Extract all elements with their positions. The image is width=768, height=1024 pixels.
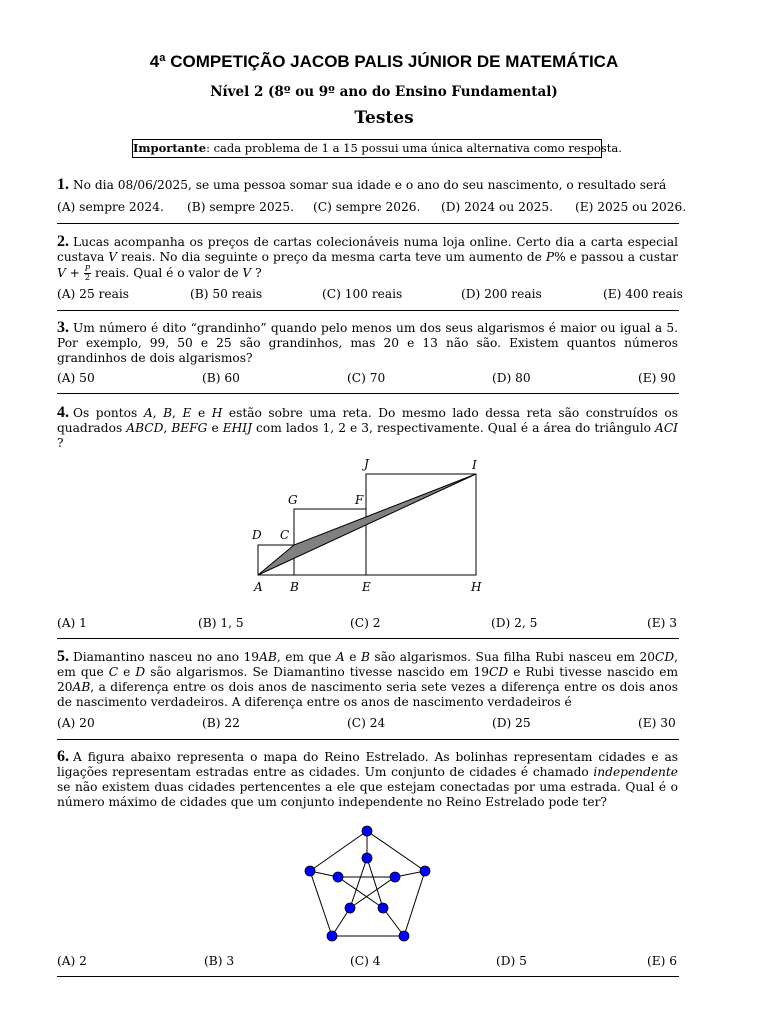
level-subtitle: Nível 2 (8º ou 9º ano do Ensino Fundamental)	[210, 84, 558, 100]
question-text: % e passou a custar	[554, 250, 678, 264]
option-d: (D) 2024 ou 2025.	[441, 200, 553, 214]
question-text: estão sobre uma reta. Do mesmo lado dessa reta são construídos os quadrados	[57, 406, 679, 435]
question-4	[57, 405, 678, 451]
label-h: H	[471, 580, 482, 594]
divider	[57, 393, 679, 394]
square-abcd: ABCD	[126, 421, 164, 435]
triangle-aci-shape	[258, 474, 476, 575]
important-note	[132, 139, 622, 158]
option-c: (C) sempre 2026.	[313, 200, 421, 214]
question-6	[57, 749, 678, 810]
digit-b: B	[360, 650, 370, 664]
option-c: (C) 2	[350, 616, 381, 630]
question-2-options	[57, 287, 683, 302]
question-3	[57, 320, 678, 366]
option-e: (E) 6	[647, 954, 678, 968]
option-b: (B) 50 reais	[190, 287, 263, 301]
plus-sign: +	[65, 266, 84, 280]
question-2	[57, 234, 678, 282]
question-text: reais. Qual é o valor de	[91, 266, 243, 280]
question-number: 1.	[57, 176, 69, 193]
option-a: (A) 1	[57, 616, 87, 630]
option-d: (D) 80	[492, 371, 531, 385]
question-5-options	[57, 716, 678, 731]
question-text: , em que	[276, 650, 336, 664]
question-text: No dia 08/06/2025, se uma pessoa somar sua idade e o ano do seu nascimento, o resultado será	[73, 178, 667, 192]
divider	[57, 310, 679, 311]
note-label: Importante	[133, 141, 207, 155]
squares-figure	[240, 450, 500, 600]
question-text: reais. No dia seguinte o preço da mesma carta teve um aumento de	[117, 250, 546, 264]
question-5	[57, 649, 678, 710]
question-text: e	[344, 650, 361, 664]
variable-v: V	[108, 250, 118, 264]
question-text: Um número é dito “grandinho” quando pelo menos um dos seus algarismos é maior ou igual a 5. Por exemplo, 99, 50 e 25 são grandinhos, mas 20 e 13 não são. Existem quantos números grandinhos de dois algarismos?	[57, 321, 678, 365]
city-node	[362, 826, 372, 836]
option-e: (E) 2025 ou 2026.	[575, 200, 687, 214]
option-e: (E) 30	[638, 716, 676, 730]
question-4-options	[57, 616, 678, 631]
city-node	[362, 853, 372, 863]
label-g: G	[288, 493, 298, 507]
separator: ,	[163, 421, 172, 435]
city-node	[390, 872, 400, 882]
option-a: (A) 25 reais	[57, 287, 130, 301]
question-1-options	[57, 200, 687, 215]
variable-p: P	[545, 250, 555, 264]
square-ehij-shape	[366, 474, 476, 575]
separator: e	[191, 406, 212, 420]
city-node	[305, 866, 315, 876]
option-b: (B) 22	[202, 716, 240, 730]
question-text: são algarismos. Se Diamantino tivesse nascido em 19	[145, 665, 490, 679]
digit-d: D	[135, 665, 146, 679]
separator: e	[207, 421, 223, 435]
city-node	[420, 866, 430, 876]
separator: ,	[172, 406, 183, 420]
variable-v: V	[57, 266, 66, 280]
option-b: (B) 60	[202, 371, 240, 385]
roads	[310, 831, 425, 936]
option-b: (B) 3	[204, 954, 235, 968]
question-3-options	[57, 371, 678, 386]
emphasis-independent: independente	[593, 765, 678, 779]
digit-c: C	[108, 665, 119, 679]
note-text: : cada problema de 1 a 15 possui uma única alternativa como resposta.	[206, 141, 622, 155]
fraction-denominator: 2	[84, 273, 91, 282]
option-e: (E) 400 reais	[603, 287, 683, 301]
question-text: , a diferença entre os dois anos de nascimento seria sete vezes a diferença entre os dois anos de nascimento verdadeiros. A diferença entre os anos de nascimento verdadeiros é	[57, 680, 678, 709]
question-text: ?	[251, 266, 262, 280]
digit-a: A	[335, 650, 345, 664]
divider	[57, 638, 679, 639]
competition-title: 4ª COMPETIÇÃO JACOB PALIS JÚNIOR DE MATEMÁTICA	[149, 52, 619, 71]
option-e: (E) 90	[638, 371, 676, 385]
question-number: 2.	[57, 233, 69, 250]
question-text: com lados 1, 2 e 3, respectivamente. Qual é a área do triângulo	[251, 421, 656, 435]
question-1	[57, 177, 678, 193]
option-c: (C) 24	[347, 716, 386, 730]
label-j: J	[364, 457, 369, 471]
point-h: H	[211, 406, 223, 420]
option-c: (C) 70	[347, 371, 386, 385]
option-c: (C) 4	[350, 954, 381, 968]
digits-ab: AB	[72, 680, 91, 694]
question-6-options	[57, 954, 678, 969]
point-b: B	[163, 406, 173, 420]
divider	[57, 223, 679, 224]
variable-v: V	[242, 266, 252, 280]
city-node	[399, 931, 409, 941]
divider	[57, 976, 679, 977]
question-text: Diamantino nasceu no ano 19	[73, 650, 260, 664]
question-text: e Rubi tivesse nascido em 20	[57, 665, 678, 694]
option-a: (A) 20	[57, 716, 95, 730]
point-e: E	[182, 406, 192, 420]
digits-cd: CD	[489, 665, 509, 679]
question-text: ?	[57, 436, 64, 450]
digits-cd: CD	[655, 650, 675, 664]
question-number: 3.	[57, 319, 69, 336]
option-a: (A) 2	[57, 954, 87, 968]
option-d: (D) 5	[496, 954, 527, 968]
section-title: Testes	[354, 108, 414, 128]
question-number: 6.	[57, 748, 69, 765]
label-b: B	[290, 580, 299, 594]
option-a: (A) 50	[57, 371, 95, 385]
city-node	[345, 903, 355, 913]
label-e: E	[362, 580, 371, 594]
square-befg: BEFG	[171, 421, 208, 435]
option-b: (B) 1, 5	[198, 616, 244, 630]
city-node	[333, 872, 343, 882]
option-b: (B) sempre 2025.	[187, 200, 294, 214]
question-text: Os pontos	[73, 406, 144, 420]
label-d: D	[252, 528, 262, 542]
question-text: se não existem duas cidades pertencentes a ele que estejam conectadas por uma estrada. Qual é o número máximo de cidades que um conjunto independente no Reino Estrelado pode ter?	[57, 780, 678, 809]
option-a: (A) sempre 2024.	[57, 200, 164, 214]
separator: ,	[152, 406, 164, 420]
question-text: A figura abaixo representa o mapa do Reino Estrelado. As bolinhas representam cidades e as ligações representam estradas entre as cidades. Um conjunto de cidades é chamado	[57, 750, 678, 779]
option-d: (D) 200 reais	[461, 287, 542, 301]
option-d: (D) 25	[492, 716, 531, 730]
option-e: (E) 3	[647, 616, 678, 630]
question-text: , em que	[57, 650, 678, 679]
label-i: I	[472, 458, 477, 472]
petersen-graph-figure	[300, 820, 436, 942]
city-node	[378, 903, 388, 913]
point-a: A	[143, 406, 153, 420]
label-a: A	[254, 580, 263, 594]
square-ehij: EHIJ	[222, 421, 252, 435]
divider	[57, 739, 679, 740]
option-c: (C) 100 reais	[322, 287, 403, 301]
digits-ab: AB	[259, 650, 277, 664]
question-number: 4.	[57, 404, 69, 421]
question-text: Lucas acompanha os preços de cartas colecionáveis numa loja online. Certo dia a carta especial custava	[57, 235, 678, 264]
option-d: (D) 2, 5	[491, 616, 538, 630]
question-number: 5.	[57, 648, 69, 665]
triangle-aci: ACI	[655, 421, 678, 435]
question-text: e	[118, 665, 136, 679]
numerator-p: P	[84, 264, 91, 273]
city-node	[327, 931, 337, 941]
label-c: C	[280, 528, 290, 542]
label-f: F	[355, 493, 364, 507]
question-text: são algarismos. Sua filha Rubi nasceu em 20	[369, 650, 656, 664]
